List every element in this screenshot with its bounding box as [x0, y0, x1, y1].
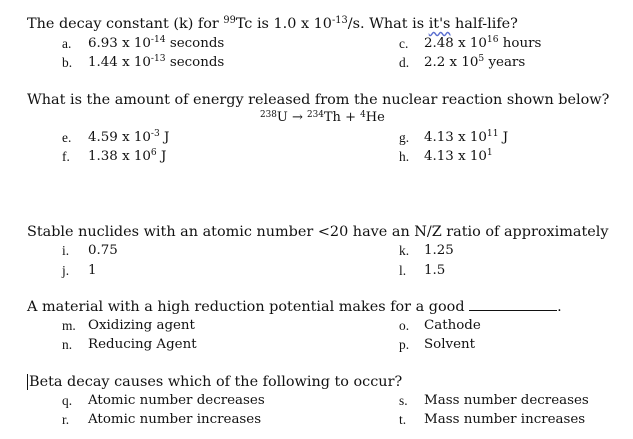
question-3-stem: Stable nuclides with an atomic number <20 have an N/Z ratio of approximately [27, 224, 609, 240]
reaction-arrow: → [291, 110, 303, 125]
question-2-stem: What is the amount of energy released from the nuclear reaction shown below? [27, 92, 610, 108]
nuclear-equation: $^{238}$U → $^{234}$Th + $^4$He [260, 109, 385, 125]
spellcheck-flagged-word[interactable]: it's [428, 16, 451, 32]
question-5-stem: Beta decay causes which of the following to occur? [29, 374, 403, 390]
question-1-stem: The decay constant (k) for $^{99}$Tc is 1.0 x $10^{-13}/s$. What is it's half-life? [27, 15, 518, 32]
answer-blank[interactable] [469, 298, 557, 311]
question-4-stem: A material with a high reduction potential makes for a good . [27, 299, 562, 315]
